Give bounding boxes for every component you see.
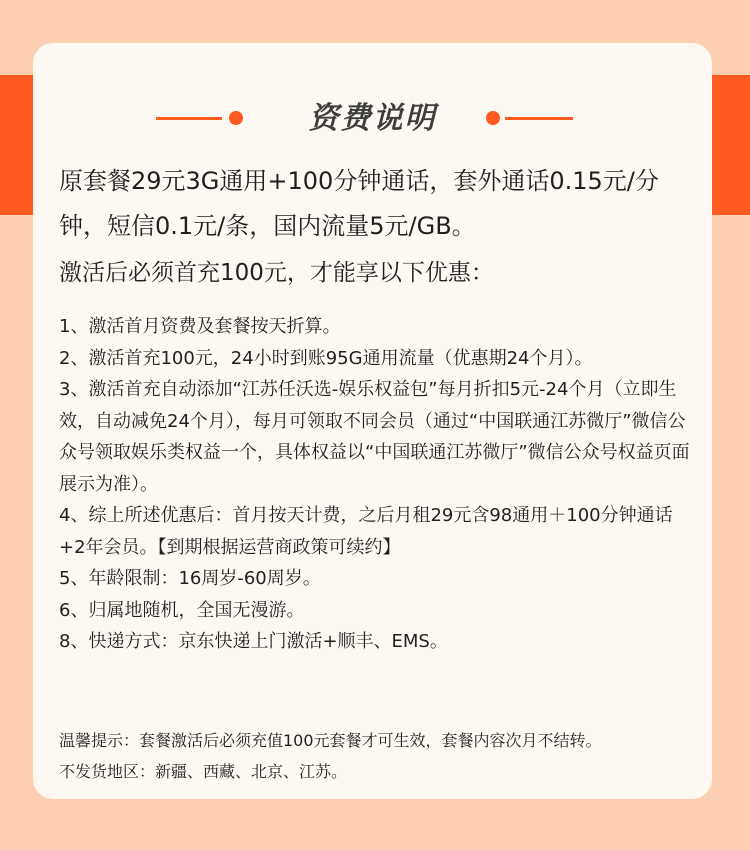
rule-item: 3、激活首充自动添加“江苏任沃选-娱乐权益包”每月折扣5元-24个月（立即生效，自动减免24个月），每月可领取不同会员（通过“中国联通江苏微厅”微信公众号领取娱乐类权益一个，具体权益以“中国联通江苏微厅”微信公众号权益页面展示为准）。 — [59, 379, 690, 495]
no-delivery-regions: 不发货地区：新疆、西藏、北京、江苏。 — [59, 762, 348, 781]
section-heading — [33, 99, 712, 139]
page-title: 资费说明 — [308, 101, 437, 136]
rule-item: 1、激活首月资费及套餐按天折算。 — [59, 316, 341, 337]
tariff-card — [33, 43, 712, 799]
benefit-rules-list — [59, 311, 692, 658]
heading-dot-right — [486, 111, 500, 125]
rule-item: 6、归属地随机，全国无漫游。 — [59, 599, 305, 621]
activation-requirement: 激活后必须首充100元，才能享以下优惠： — [59, 260, 494, 286]
recharge-tip: 温馨提示：套餐激活后必须充值100元套餐才可生效，套餐内容次月不结转。 — [59, 731, 602, 750]
rule-item: 8、快递方式：京东快递上门激活+顺丰、EMS。 — [59, 631, 448, 652]
rule-item: 4、综上所述优惠后：首月按天计费，之后月租29元含98通用＋100分钟通话+2年会员。【到期根据运营商政策可续约】 — [59, 505, 673, 558]
notes-section — [59, 725, 698, 787]
rule-item: 5、年龄限制：16周岁-60周岁。 — [59, 568, 321, 589]
rule-item: 2、激活首充100元，24小时到账95G通用流量（优惠期24个月）。 — [59, 347, 593, 369]
plan-description: 原套餐29元3G通用+100分钟通话，套外通话0.15元/分钟，短信0.1元/条，国内流量5元/GB。 — [59, 167, 659, 240]
heading-line-right — [505, 117, 573, 120]
plan-intro — [59, 159, 690, 289]
